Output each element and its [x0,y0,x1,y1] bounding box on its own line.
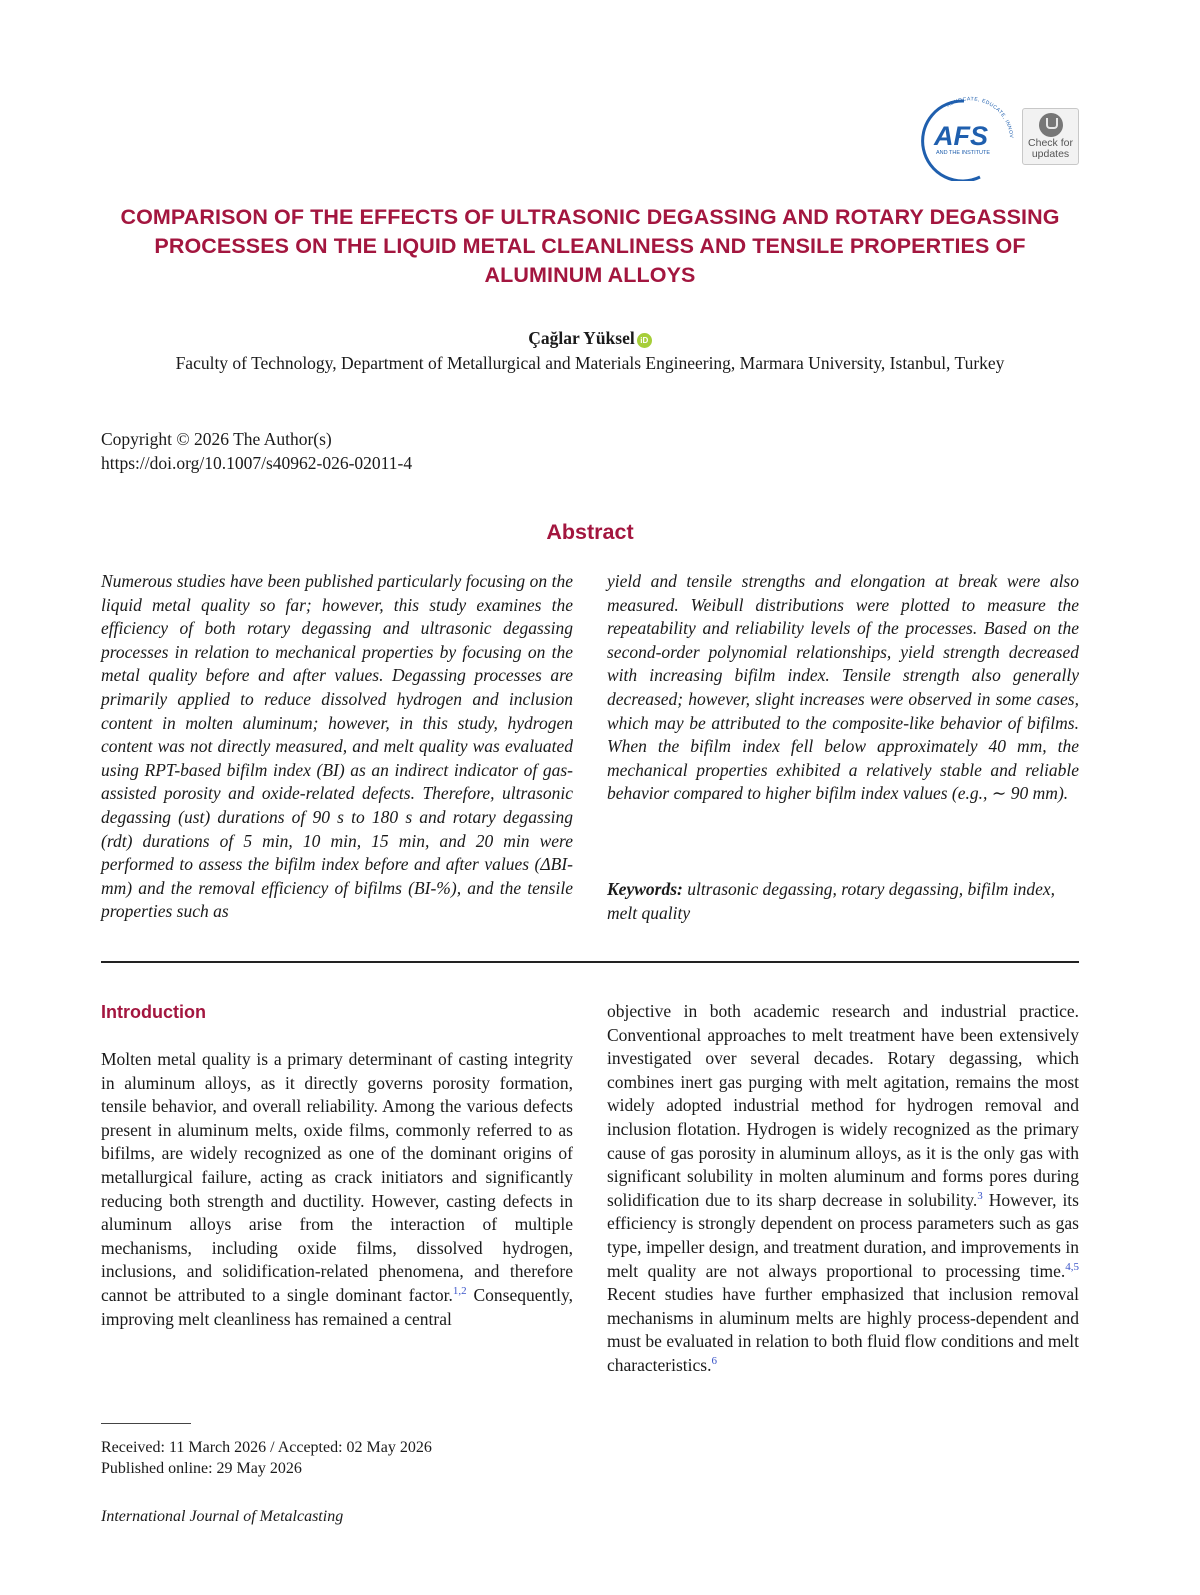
keywords-list: ultrasonic degassing, rotary degassing, bifilm index, melt quality [607,879,1056,923]
intro-left-text-1: Molten metal quality is a primary determinant of casting integrity in aluminum alloys, as it directly governs porosity formation, tensile behavior, and overall reliability. Among the various defects present in aluminum melts, oxide films, commonly referred to as bifilms, are widely recognized as one of the dominant origins of metallurgical failure, acting as crack initiators and significantly reducing both strength and ductility. However, casting defects in aluminum alloys arise from the interaction of multiple mechanisms, including oxide films, dissolved hydrogen, inclusions, and solidification-related phenomena, and therefore cannot be attributed to a single dominant factor. [101,1049,573,1305]
bookmark-icon [1039,113,1063,137]
keywords [607,878,1079,925]
intro-right-text-2: However, its efficiency is strongly dependent on process parameters such as gas type, impeller design, and treatment duration, and improvements in melt quality are not always proportional to processing time. [607,1189,1079,1281]
check-for-updates-line2: updates [1031,148,1070,160]
author-affiliation: Faculty of Technology, Department of Metallurgical and Materials Engineering, Marmara University, Istanbul, Turkey [175,353,1005,373]
citation-link[interactable]: 3 [977,1189,983,1202]
check-for-updates-line1: Check for [1028,137,1073,149]
journal-name: International Journal of Metalcasting [101,1508,344,1525]
footnote-divider [101,1423,191,1424]
author-name: Çağlar Yüksel [528,328,635,348]
afs-logo-subtitle: AND THE INSTITUTE [936,150,990,156]
doi-link[interactable]: https://doi.org/10.1007/s40962-026-02011-4 [101,453,413,473]
intro-left-text-2: Consequently, improving melt cleanliness has remained a central [101,1284,573,1329]
abstract-text-right: yield and tensile strengths and elongation at break were also measured. Weibull distributions were plotted to measure the repeatability and reliability levels of the processes. Based on the second-order polynomial relationships, yield strength decreased with increasing bifilm index. Tensile strength also generally decreased; however, slight increases were observed in some cases, which may be attributed to the composite-like behavior of bifilms. When the bifilm index fell below approximately 40 mm, the mechanical properties exhibited a relatively stable and reliable behavior compared to higher bifilm index values (e.g., ∼ 90 mm). [607,571,1079,804]
orcid-icon[interactable]: iD [637,333,652,348]
introduction-text-right [607,1000,1079,1378]
article-title: COMPARISON OF THE EFFECTS OF ULTRASONIC DEGASSING AND ROTARY DEGASSING PROCESSES ON THE LIQUID METAL CLEANLINESS AND TENSILE PROPERTIES OF ALUMINUM ALLOYS [120,205,1060,287]
abstract-text-left: Numerous studies have been published particularly focusing on the liquid metal quality so far; however, this study examines the efficiency of both rotary degassing and ultrasonic degassing processes in relation to mechanical properties by focusing on the metal quality before and after values. Degassing processes are primarily applied to reduce dissolved hydrogen and inclusion content in molten aluminum; however, in this study, hydrogen content was not directly measured, and melt quality was evaluated using RPT-based bifilm index (BI) as an indirect indicator of gas-assisted porosity and oxide-related defects. Therefore, ultrasonic degassing (ust) durations of 90 s to 180 s and rotary degassing (rdt) durations of 5 min, 10 min, 15 min, and 20 min were performed to assess the bifilm index before and after values (ΔBI-mm) and the removal efficiency of bifilms (BI-%), and the tensile properties such as [101,571,573,922]
citation-link[interactable]: 1,2 [452,1284,467,1297]
introduction-text-left [101,1048,573,1331]
abstract-heading: Abstract [546,520,634,544]
author-line [100,326,1080,350]
abstract-divider [101,961,1079,963]
intro-right-text-1: objective in both academic research and industrial practice. Conventional approaches to melt treatment have been extensively investigated over several decades. Rotary degassing, which combines inert gas purging with melt agitation, remains the most widely adopted industrial method for hydrogen removal and inclusion flotation. Hydrogen is widely recognized as the primary cause of gas porosity in aluminum alloys, as it is the only gas with significant solubility in molten aluminum and forms pores during solidification due to its sharp decrease in solubility. [607,1001,1079,1210]
copyright-notice: Copyright © 2026 The Author(s) [101,429,332,449]
intro-right-text-3: Recent studies have further emphasized that inclusion removal mechanisms in aluminum melts are highly process-dependent and must be evaluated in relation to both fluid flow conditions and melt characteristics. [607,1284,1079,1375]
keywords-label: Keywords: [607,879,683,899]
citation-link[interactable]: 6 [711,1354,717,1367]
afs-arc-text: ADVOCATE, EDUCATE, INNOV [945,96,1015,139]
introduction-heading: Introduction [101,1002,206,1022]
published-date: Published online: 29 May 2026 [101,1460,302,1477]
check-for-updates-badge[interactable] [1022,108,1079,165]
received-accepted-dates: Received: 11 March 2026 / Accepted: 02 May 2026 [101,1439,432,1456]
afs-logo-text: AFS [934,121,988,151]
citation-link[interactable]: 4,5 [1065,1260,1079,1273]
afs-logo [918,93,1018,181]
